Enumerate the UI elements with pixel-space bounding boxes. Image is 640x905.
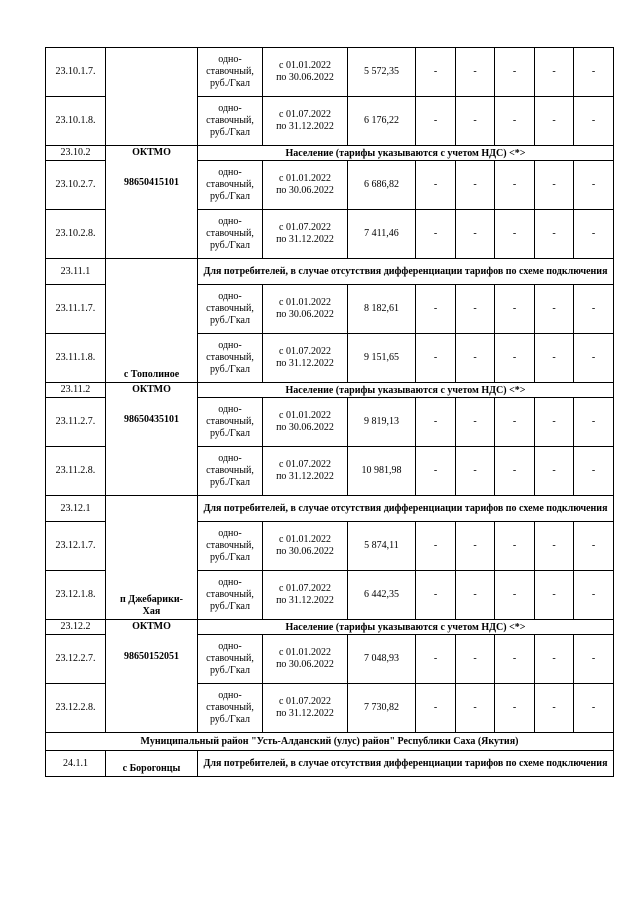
tariff-value: 6 176,22: [348, 97, 416, 146]
period-cell: с 01.01.2022 по 30.06.2022: [263, 48, 348, 97]
empty-cell: -: [416, 522, 456, 571]
section-header: Для потребителей, в случае отсутствия дифференциации тарифов по схеме подключения: [198, 259, 614, 285]
row-code: 23.10.2.8.: [46, 210, 106, 259]
empty-cell: -: [416, 684, 456, 733]
row-code: 23.10.1.7.: [46, 48, 106, 97]
empty-cell: -: [535, 334, 574, 383]
empty-cell: -: [416, 161, 456, 210]
settlement-cell: [106, 48, 198, 146]
empty-cell: -: [574, 398, 614, 447]
settlement-cell: ОКТМО 98650435101: [106, 383, 198, 496]
empty-cell: -: [535, 522, 574, 571]
row-code: 23.12.1: [46, 496, 106, 522]
empty-cell: -: [456, 97, 495, 146]
row-code: 23.11.1: [46, 259, 106, 285]
settlement-cell: ОКТМО 98650152051: [106, 620, 198, 733]
row-code: 23.11.2.8.: [46, 447, 106, 496]
tariff-value: 8 182,61: [348, 285, 416, 334]
empty-cell: -: [535, 398, 574, 447]
period-cell: с 01.01.2022 по 30.06.2022: [263, 398, 348, 447]
empty-cell: -: [416, 210, 456, 259]
section-header: Для потребителей, в случае отсутствия дифференциации тарифов по схеме подключения: [198, 496, 614, 522]
rate-type-cell: одно- ставочный, руб./Гкал: [198, 210, 263, 259]
empty-cell: -: [535, 447, 574, 496]
empty-cell: -: [416, 334, 456, 383]
tariff-value: 10 981,98: [348, 447, 416, 496]
table-row: [46, 751, 614, 777]
tariff-value: 7 048,93: [348, 635, 416, 684]
settlement-cell: п Джебарики- Хая: [106, 496, 198, 620]
empty-cell: -: [574, 285, 614, 334]
empty-cell: -: [495, 285, 535, 334]
empty-cell: -: [416, 398, 456, 447]
rate-type-cell: одно- ставочный, руб./Гкал: [198, 48, 263, 97]
table-row: [46, 733, 614, 751]
rate-type-cell: одно- ставочный, руб./Гкал: [198, 522, 263, 571]
empty-cell: -: [456, 161, 495, 210]
empty-cell: -: [574, 334, 614, 383]
period-cell: с 01.01.2022 по 30.06.2022: [263, 285, 348, 334]
empty-cell: -: [416, 97, 456, 146]
tariff-value: 7 411,46: [348, 210, 416, 259]
table-row: [46, 48, 614, 97]
rate-type-cell: одно- ставочный, руб./Гкал: [198, 447, 263, 496]
section-header: Для потребителей, в случае отсутствия дифференциации тарифов по схеме подключения: [198, 751, 614, 777]
empty-cell: -: [535, 635, 574, 684]
table-row: [46, 146, 614, 161]
section-header: Население (тарифы указываются с учетом НДС) <*>: [198, 383, 614, 398]
rate-type-cell: одно- ставочный, руб./Гкал: [198, 161, 263, 210]
row-code: 23.12.2.7.: [46, 635, 106, 684]
empty-cell: -: [456, 285, 495, 334]
empty-cell: -: [456, 684, 495, 733]
empty-cell: -: [495, 48, 535, 97]
period-cell: с 01.07.2022 по 31.12.2022: [263, 97, 348, 146]
rate-type-cell: одно- ставочный, руб./Гкал: [198, 285, 263, 334]
period-cell: с 01.01.2022 по 30.06.2022: [263, 635, 348, 684]
empty-cell: -: [416, 447, 456, 496]
row-code: 23.10.1.8.: [46, 97, 106, 146]
period-cell: с 01.07.2022 по 31.12.2022: [263, 684, 348, 733]
empty-cell: -: [456, 571, 495, 620]
empty-cell: -: [535, 48, 574, 97]
tariff-value: 6 442,35: [348, 571, 416, 620]
table-row: [46, 259, 614, 285]
empty-cell: -: [574, 522, 614, 571]
empty-cell: -: [535, 210, 574, 259]
section-header: Население (тарифы указываются с учетом НДС) <*>: [198, 620, 614, 635]
row-code: 23.11.1.8.: [46, 334, 106, 383]
rate-type-cell: одно- ставочный, руб./Гкал: [198, 334, 263, 383]
empty-cell: -: [456, 48, 495, 97]
empty-cell: -: [574, 210, 614, 259]
period-cell: с 01.07.2022 по 31.12.2022: [263, 571, 348, 620]
district-title: Муниципальный район "Усть-Алданский (улус) район" Республики Саха (Якутия): [46, 733, 614, 751]
empty-cell: -: [574, 635, 614, 684]
empty-cell: -: [416, 285, 456, 334]
row-code: 23.12.1.7.: [46, 522, 106, 571]
empty-cell: -: [574, 161, 614, 210]
row-code: 23.10.2: [46, 146, 106, 161]
settlement-cell: с Тополиное: [106, 259, 198, 383]
empty-cell: -: [495, 684, 535, 733]
row-code: 23.11.1.7.: [46, 285, 106, 334]
tariff-table: [45, 47, 614, 777]
tariff-value: 7 730,82: [348, 684, 416, 733]
rate-type-cell: одно- ставочный, руб./Гкал: [198, 97, 263, 146]
empty-cell: -: [574, 447, 614, 496]
period-cell: с 01.07.2022 по 31.12.2022: [263, 447, 348, 496]
row-code: 23.11.2: [46, 383, 106, 398]
row-code: 23.12.2.8.: [46, 684, 106, 733]
empty-cell: -: [456, 447, 495, 496]
tariff-value: 6 686,82: [348, 161, 416, 210]
empty-cell: -: [416, 48, 456, 97]
tariff-value: 5 874,11: [348, 522, 416, 571]
empty-cell: -: [574, 571, 614, 620]
empty-cell: -: [495, 447, 535, 496]
empty-cell: -: [456, 210, 495, 259]
empty-cell: -: [574, 48, 614, 97]
row-code: 23.11.2.7.: [46, 398, 106, 447]
rate-type-cell: одно- ставочный, руб./Гкал: [198, 684, 263, 733]
period-cell: с 01.07.2022 по 31.12.2022: [263, 210, 348, 259]
rate-type-cell: одно- ставочный, руб./Гкал: [198, 398, 263, 447]
empty-cell: -: [495, 522, 535, 571]
empty-cell: -: [416, 635, 456, 684]
empty-cell: -: [535, 97, 574, 146]
empty-cell: -: [495, 97, 535, 146]
empty-cell: -: [535, 684, 574, 733]
empty-cell: -: [535, 161, 574, 210]
row-code: 23.12.2: [46, 620, 106, 635]
empty-cell: -: [456, 334, 495, 383]
rate-type-cell: одно- ставочный, руб./Гкал: [198, 571, 263, 620]
tariff-value: 9 819,13: [348, 398, 416, 447]
empty-cell: -: [416, 571, 456, 620]
row-code: 23.10.2.7.: [46, 161, 106, 210]
row-code: 23.12.1.8.: [46, 571, 106, 620]
empty-cell: -: [495, 571, 535, 620]
row-code: 24.1.1: [46, 751, 106, 777]
empty-cell: -: [535, 571, 574, 620]
table-row: [46, 620, 614, 635]
empty-cell: -: [574, 684, 614, 733]
empty-cell: -: [574, 97, 614, 146]
empty-cell: -: [495, 334, 535, 383]
tariff-value: 5 572,35: [348, 48, 416, 97]
rate-type-cell: одно- ставочный, руб./Гкал: [198, 635, 263, 684]
section-header: Население (тарифы указываются с учетом НДС) <*>: [198, 146, 614, 161]
empty-cell: -: [456, 522, 495, 571]
settlement-cell: с Борогонцы: [106, 751, 198, 777]
period-cell: с 01.01.2022 по 30.06.2022: [263, 161, 348, 210]
empty-cell: -: [456, 635, 495, 684]
empty-cell: -: [495, 161, 535, 210]
empty-cell: -: [495, 398, 535, 447]
empty-cell: -: [456, 398, 495, 447]
tariff-value: 9 151,65: [348, 334, 416, 383]
empty-cell: -: [495, 210, 535, 259]
settlement-cell: ОКТМО 98650415101: [106, 146, 198, 259]
period-cell: с 01.01.2022 по 30.06.2022: [263, 522, 348, 571]
table-row: [46, 496, 614, 522]
empty-cell: -: [535, 285, 574, 334]
table-row: [46, 383, 614, 398]
empty-cell: -: [495, 635, 535, 684]
period-cell: с 01.07.2022 по 31.12.2022: [263, 334, 348, 383]
